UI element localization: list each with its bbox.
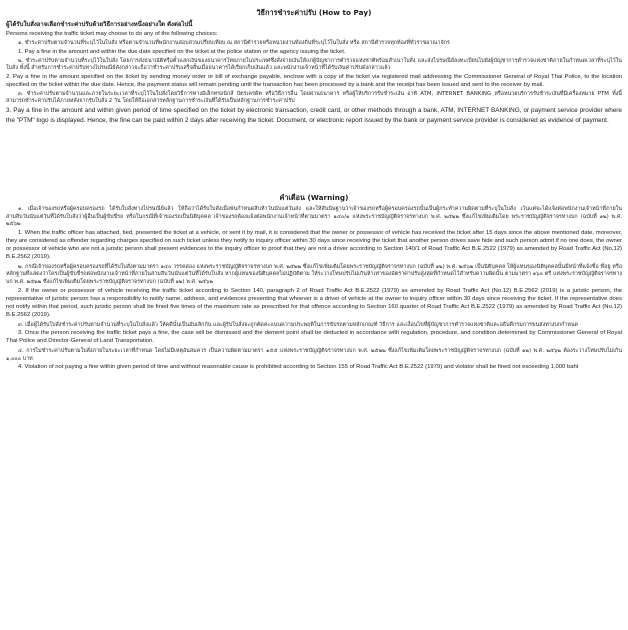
payment-item-2-thai: ๒. ชำระค่าปรับตามจำนวนที่ระบุไว้ในใบสั่ง โดยการส่งธนาณัติหรือตั๋วแลกเงินของธนาคารไทยภายในประเทศซึ่งสั่งจ่ายเงินให้แก่ผู้บัญชาการตำรวจแห่งชาติพร้อมสำเนาใบสั่ง และส่งไปรษณีย์ลงทะเบียนไปยังผู้บัญชาการตำรวจแห่งชาติภายในกำหนดเวลาที่ระบุไว้ในใบสั่ง ทั้งนี้ สำหรับการชำระค่าปรับทางไปรษณีย์ดังกล่าวจะถือว่าชำระค่าปรับเสร็จสิ้นเมื่อธนาคารได้เรียกเก็บเงินแล้ว และพนักงานเจ้าหน้าที่ได้รับเงินค่าปรับดังกล่าวแล้ว	[6, 57, 622, 72]
warning-item-4-english: 4. Violation of not paying a fine within given period of time and without reasonable cause is prohibited according to Section 155 of Road Traffic Act B.E.2522 (1979) and violator shall be fined not exceeding 1,000 baht	[18, 364, 579, 371]
section-spacer	[6, 128, 622, 186]
payment-item-2-english: 2. Pay a fine in the amount specified on the ticket by sending money order or bill of exchange payable, enclose with a copy of the ticket via registered mail addressing the Commissioner General of Royal Thai Police, to the location specified on the ticket within the due date. Hence, the payment status will remain pending until the transaction has been processed by a bank and the receipt has been issued and sent to the receiver by mail.	[6, 73, 622, 88]
payment-item-3-thai: ๓. ชำระค่าปรับตามจำนวนและภายในระยะเวลาที่ระบุไว้ในใบสั่งโดยวิธีการทางอิเล็กทรอนิกส์ บัตรเครดิต หรือวิธีการอื่น โดยผ่านธนาคาร หรือผู้ให้บริการรับชำระเงิน อาทิ ATM, INTERNET BANKING หรือหน่วยบริการรับชำระเงินที่มีเครื่องหมาย PTM ทั้งนี้สามารถชำระค่าปรับได้ภายหลังจากรับใบสั่ง 2 วัน โดยให้ถือเอกสารหลักฐานการชำระเงินที่ได้รับเป็นหลักฐานการชำระค่าปรับ	[6, 90, 622, 105]
warning-item-2-thai: ๒. กรณีเจ้าของรถหรือผู้ครอบครองรถที่ได้รับใบสั่งตามมาตรา ๑๔๐ วรรคสอง แห่งพระราชบัญญัติจราจรทางบก พ.ศ. ๒๕๒๒ ซึ่งแก้ไขเพิ่มเติมโดยพระราชบัญญัติจราจรทางบก (ฉบับที่ ๑๒) พ.ศ. ๒๕๖๒ เป็นนิติบุคคล ให้ผู้แทนของนิติบุคคลนั้นมีหน้าที่แจ้งชื่อ ที่อยู่ หรือหลักฐานที่แสดงว่าใครเป็นผู้ขับขี่รถต่อพนักงานเจ้าหน้าที่ภายในสามสิบวันนับแต่วันที่ได้รับใบสั่ง หากผู้แทนของนิติบุคคลไม่ปฏิบัติตาม ให้ระวางโทษปรับไม่เกินห้าเท่าของอัตราค่าปรับสูงสุดที่กำหนดไว้สำหรับความผิดนั้น ตามมาตรา ๑๖๐ ตรี แห่งพระราชบัญญัติจราจรทางบก พ.ศ. ๒๕๒๒ ซึ่งแก้ไขเพิ่มเติมโดยพระราชบัญญัติจราจรทางบก (ฉบับที่ ๑๒) พ.ศ. ๒๕๖๒	[6, 263, 622, 285]
how-to-pay-title: วิธีการชำระค่าปรับ (How to Pay)	[256, 8, 372, 17]
payment-lead-thai: ผู้ได้รับใบสั่งอาจเลือกชำระค่าปรับด้วยวิธีการอย่างหนึ่งอย่างใด ดังต่อไปนี้	[6, 21, 193, 28]
payment-item-3-english: 3. Pay a fine in the amount and within given period of time specified on the ticket by electronic transaction, credit card, or other methods through a bank, ATM, INTERNET BANKING, or payment service provider where the "PTM" logo is displayed. Hence, the fine can be paid within 2 days after receiving the ticket. Document, or electronic report issued by the bank or payment service provider is considered as evidence of payment.	[6, 106, 622, 124]
warning-item-1-thai: ๑. เมื่อเจ้าของรถหรือผู้ครอบครองรถ ได้รับใบสั่งทางไปรษณีย์แล้ว ให้ถือว่าได้รับใบสั่งเมื่อพ้นกำหนดสิบห้าวันนับแต่วันส่ง และให้สันนิษฐานว่าเจ้าของรถหรือผู้ครอบครองรถนั้นเป็นผู้กระทำความผิดตามที่ระบุในใบสั่ง เว้นแต่จะได้แจ้งต่อพนักงานเจ้าหน้าที่ภายในสามสิบวันนับแต่วันที่ได้รับใบสั่งว่าผู้อื่นเป็นผู้ขับขี่รถ หรือในกรณีที่เจ้าของรถเป็นนิติบุคคล เจ้าของรถต้องแจ้งต่อพนักงานเจ้าหน้าที่ตามมาตรา ๑๔๐/๑ แห่งพระราชบัญญัติจราจรทางบก พ.ศ. ๒๕๒๒ ซึ่งแก้ไขเพิ่มเติมโดย พระราชบัญญัติจราจรทางบก (ฉบับที่ ๑๒) พ.ศ. ๒๕๖๒	[6, 205, 622, 228]
warning-section	[6, 193, 622, 371]
warning-item-1-english: 1. When the traffic officer has attached, tied, presented the ticket at a vehicle, or sent it by mail, it is considered that the owner or possessor of vehicle has received the ticket after 15 days since the above mentioned date, moreover, they are considered as offender regarding charges specified on such ticket unless they notify to inquiry officer within 30 days since receiving the ticket that another person drives save hide and such person admit if no one does, the owner or possessor of vehicle who are not a juristic person shall present evidences to the inquiry officer to proof that they are not a driver according to Section 140/1 of Road Traffic Act B.E.2522 (1979) as amended by Road Traffic Act (No.12) B.E.2562 (2019).	[6, 229, 622, 260]
payment-item-1-english: 1. Pay a fine in the amount and within the due date specified on the ticket at the police station or the agency issuing the ticket.	[18, 48, 346, 55]
warning-item-2-english: 2. If the owner or possessor of vehicle receiving the traffic ticket according to Section 140, paragraph 2 of Road Traffic Act B.E.2522 (1979) as amended by Road Traffic Act (No.12) B.E.2562 (2019) is a juristic person, the representative of juristic person has a responsibility to notify name, address, and evidences presenting that whoever is a driver of vehicle at the owner to inquiry officer within 30 days since receiving the ticket. If the representative does not notify within that period, such juristic person shall be fined five times of the maximum rate as prescribed for that offence according to Section 160 quarter of Road Traffic Act B.E.2522 (1979) as amended by Road Traffic Act (No.12) B.E.2562 (2019).	[6, 287, 622, 318]
warning-item-3-thai: ๓. เมื่อผู้ได้รับใบสั่งชำระค่าปรับตามจำนวนที่ระบุในใบสั่งแล้ว ให้คดีนั้นเป็นอันเลิกกัน และผู้รับใบสั่งจะถูกตัดคะแนนความประพฤติในการขับรถตามหลักเกณฑ์ วิธีการ และเงื่อนไขที่ผู้บัญชาการตำรวจแห่งชาติและอธิบดีกรมการขนส่งทางบกกำหนด	[18, 321, 579, 328]
warning-item-4-thai: ๔. การไม่ชำระค่าปรับตามใบสั่งภายในระยะเวลาที่กำหนด โดยไม่มีเหตุอันสมควร เป็นความผิดตามมาตรา ๑๕๕ แห่งพระราชบัญญัติจราจรทางบก พ.ศ. ๒๕๒๒ ซึ่งแก้ไขเพิ่มเติมโดยพระราชบัญญัติจราจรทางบก (ฉบับที่ ๑๒) พ.ศ. ๒๕๖๒ ต้องระวางโทษปรับไม่เกิน ๑,๐๐๐ บาท	[6, 348, 622, 362]
payment-lead-english: Persons receiving the traffic ticket may choose to do any of the following choices:	[6, 31, 218, 37]
warning-title: คำเตือน (Warning)	[279, 192, 349, 202]
how-to-pay-section	[6, 8, 622, 126]
warning-item-3-english: 3. Once the person receiving the traffic ticket pays a fine, the case will be dismissed and the demerit point shall be deducted in accordance with regulation, procedure, and condition determined by Commissioner General of Royal Thai Police and Director-General of Land Transportation.	[6, 330, 622, 345]
payment-item-1-thai: ๑. ชำระค่าปรับตามจำนวนที่ระบุไว้ในใบสั่ง หรือตามจำนวนที่พนักงานสอบสวนเปรียบเทียบ ณ สถานีตำรวจหรือหน่วยงานท้องถิ่นที่ระบุไว้ในใบสั่ง หรือ สถานีตำรวจทุกท้องที่ทั่วราชอาณาจักร	[18, 40, 450, 46]
